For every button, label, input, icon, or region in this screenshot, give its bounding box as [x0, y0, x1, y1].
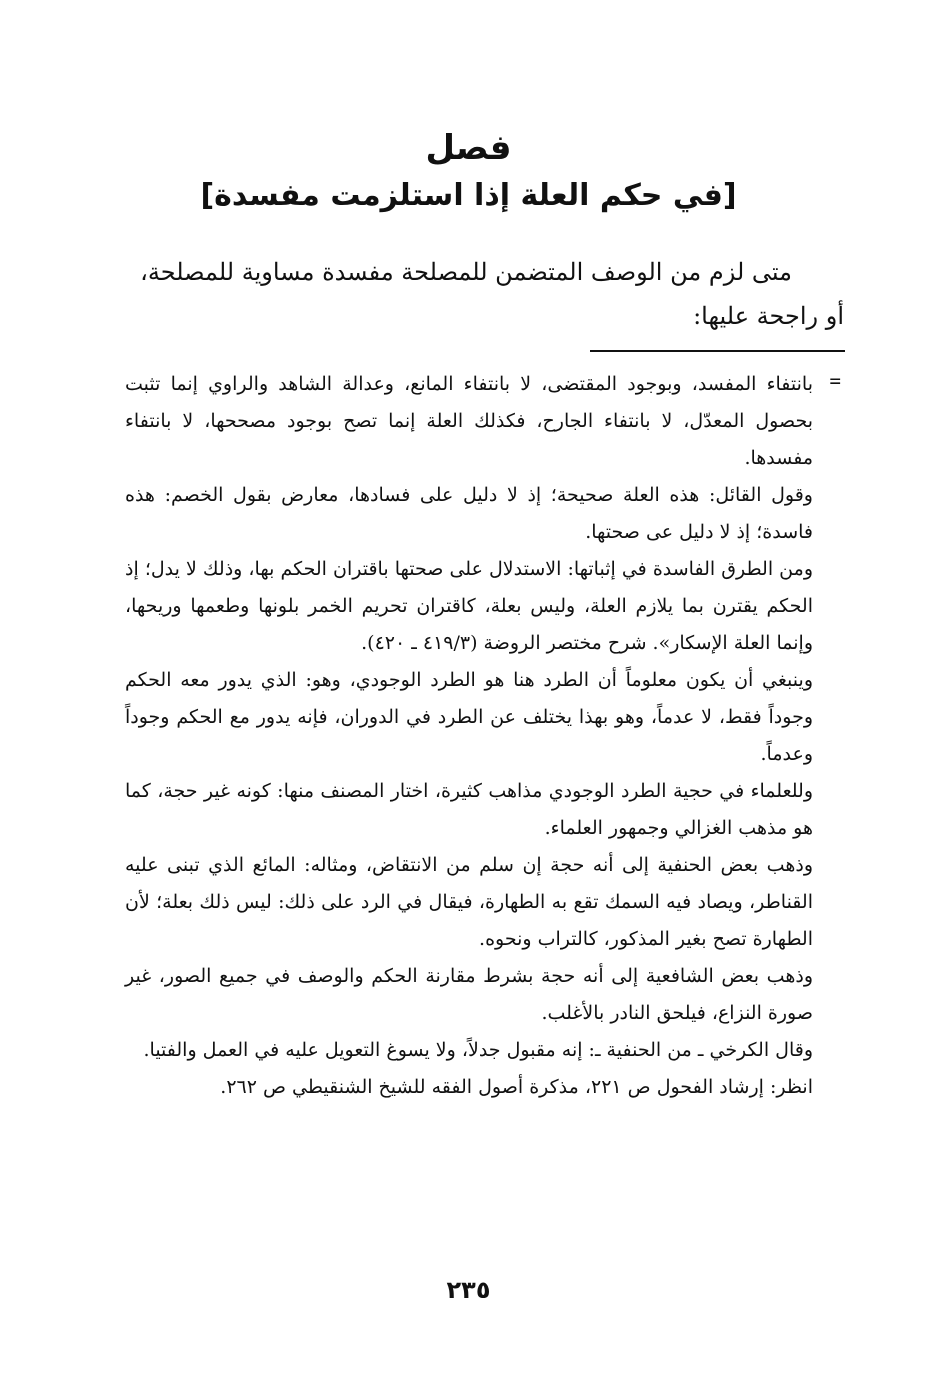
intro-text [140, 250, 844, 338]
section-subtitle: [في حكم العلة إذا استلزمت مفسدة] [200, 178, 737, 213]
page-number: ٢٣٥ [446, 1276, 491, 1304]
footnote-paragraph: بانتفاء المفسد، وبوجود المقتضى، لا بانتفاء المانع، وعدالة الشاهد والراوي إنما تثبت بحصول المعدّل، لا بانتفاء الجارح، فكذلك العلة إنما تصح بوجود مصححها، لا بانتفاء مفسدها. [125, 373, 813, 469]
footnote-paragraph: وقول القائل: هذه العلة صحيحة؛ إذ لا دليل على فسادها، معارض بقول الخصم: هذه فاسدة؛ إذ لا دليل عى صحتها. [125, 484, 813, 543]
footnote-paragraph: وذهب بعض الشافعية إلى أنه حجة بشرط مقارنة الحكم والوصف في جميع الصور، غير صورة النزاع، فيلحق النادر بالأغلب. [125, 965, 813, 1024]
footnote-continuation-mark: = [829, 370, 841, 392]
footnote-paragraph: وللعلماء في حجية الطرد الوجودي مذاهب كثيرة، اختار المصنف منها: كونه غير حجة، كما هو مذهب الغزالي وجمهور العلماء. [125, 780, 813, 839]
footnote-paragraph: وينبغي أن يكون معلوماً أن الطرد هنا هو الطرد الوجودي، وهو: الذي يدور معه الحكم وجوداً فقط، لا عدماً، وهو بهذا يختلف عن الطرد في الدوران، فإنه يدور مع الحكم وجوداً وعدماً. [125, 669, 813, 765]
section-title: فصل [425, 128, 512, 168]
footnote-paragraph: وذهب بعض الحنفية إلى أنه حجة إن سلم من الانتقاض، ومثاله: المائع الذي تبنى عليه القناطر، ويصاد فيه السمك تقع به الطهارة، فيقال في الرد على ذلك: ليس ذلك بعلة؛ لأن الطهارة تصح بغير المذكور، كالتراب ونحوه. [125, 854, 813, 950]
intro-line-1: متى لزم من الوصف المتضمن للمصلحة مفسدة مساوية للمصلحة، [140, 258, 792, 286]
footnote-block [125, 366, 813, 1106]
footnote-separator [590, 350, 845, 352]
footnote-paragraph: ومن الطرق الفاسدة في إثباتها: الاستدلال على صحتها باقتران الحكم بها، وذلك لا يدل؛ إذ الحكم يقترن بما يلازم العلة، وليس بعلة، كاقتران تحريم الخمر بلونها وطعمها وريحها، وإنما العلة الإسكار». شرح مختصر الروضة (٤١٩/٣ ـ ٤٢٠). [125, 558, 813, 654]
footnote-paragraph: وقال الكرخي ـ من الحنفية ـ: إنه مقبول جدلاً، ولا يسوغ التعويل عليه في العمل والفتيا. [143, 1039, 813, 1061]
intro-line-2: أو راجحة عليها: [693, 302, 844, 330]
footnote-reference: انظر: إرشاد الفحول ص ٢٢١، مذكرة أصول الفقه للشيخ الشنقيطي ص ٢٦٢. [220, 1076, 813, 1098]
